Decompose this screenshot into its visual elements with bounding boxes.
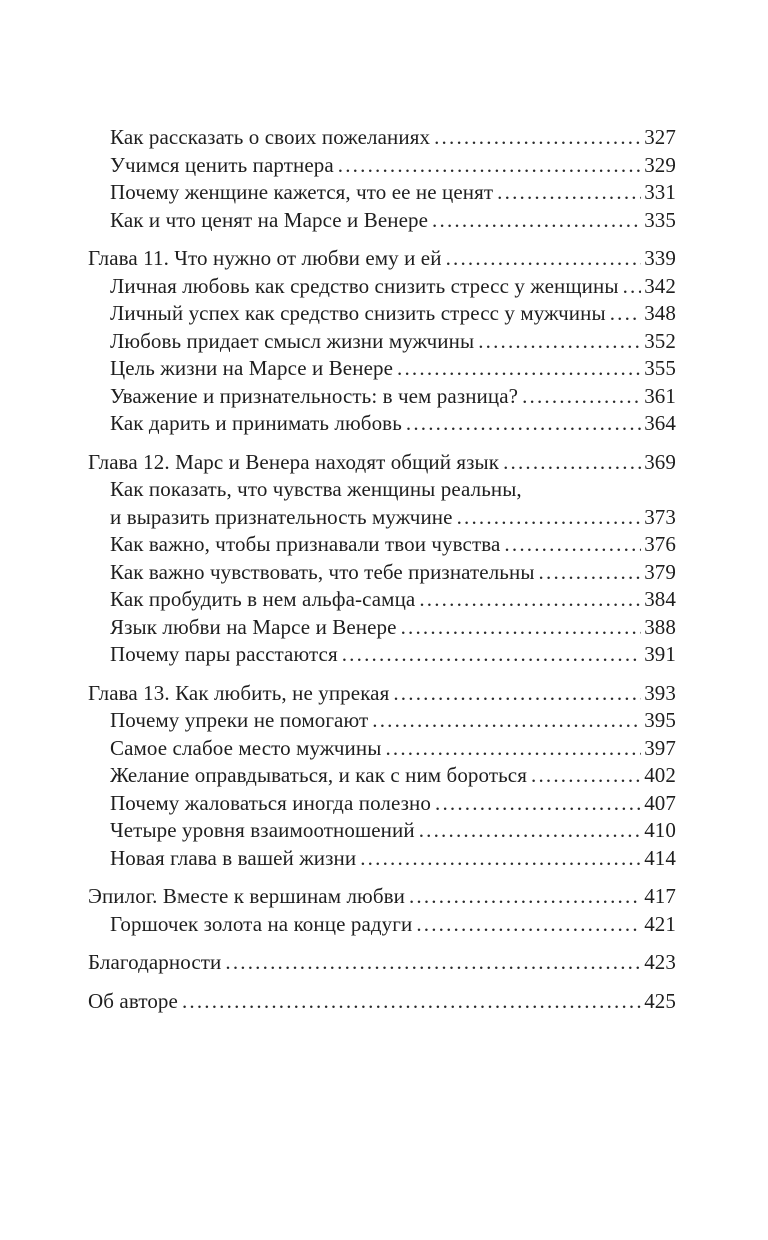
toc-entry-page: 407: [644, 790, 676, 815]
toc-entry-label: Четыре уровня взаимоотношений: [110, 818, 415, 842]
toc-entry-dots: [531, 762, 641, 783]
toc-entry-page: 379: [644, 559, 676, 584]
toc-entry-page: 384: [644, 587, 676, 611]
toc-entry-page: 352: [644, 328, 676, 353]
toc-entry-dots: [434, 124, 641, 145]
toc-entry-label: Как важно чувствовать, что тебе признательны: [110, 559, 535, 584]
toc-entry-label: и выразить признательность мужчине: [110, 504, 453, 529]
toc-entry: [88, 911, 676, 939]
toc-entry-dots: [182, 988, 641, 1009]
toc-entry: [88, 845, 676, 873]
toc-entry-dots: [406, 410, 641, 431]
toc-entry-dots: [419, 586, 641, 607]
toc-entry-dots: [360, 845, 641, 866]
toc-entry: [88, 504, 676, 532]
toc-entry-label: Об авторе: [88, 988, 178, 1013]
toc-entry-dots: [623, 273, 642, 294]
toc-entry-page: 376: [644, 532, 676, 556]
toc-entry-dots: [385, 735, 641, 756]
toc-entry-label: Глава 12. Марс и Венера находят общий язык: [88, 449, 500, 474]
toc-entry: [88, 300, 676, 328]
toc-entry-label: Любовь придает смысл жизни мужчины: [110, 328, 475, 353]
toc-entry: [88, 207, 676, 235]
toc-entry-dots: [446, 245, 642, 266]
toc-entry: [88, 883, 676, 911]
toc-entry-dots: [397, 355, 641, 376]
toc-entry-dots: [372, 707, 641, 728]
toc-entry: [88, 559, 676, 587]
toc-entry-label: Как показать, что чувства женщины реальны,: [110, 477, 522, 501]
toc-entry: [88, 586, 676, 614]
toc-entry-page: 397: [644, 735, 676, 760]
toc-entry-page: 369: [644, 449, 676, 474]
toc-entry-label: Личная любовь как средство снизить стресс у женщины: [110, 273, 619, 298]
toc-entry-dots: [504, 531, 641, 552]
toc-entry-dots: [409, 883, 641, 904]
toc-list: [88, 124, 676, 1015]
toc-entry-page: 421: [644, 911, 676, 936]
toc-entry-dots: [393, 680, 641, 701]
toc-entry-dots: [338, 152, 641, 173]
toc-entry-page: 393: [644, 680, 676, 705]
toc-entry: [88, 641, 676, 669]
toc-entry: [88, 790, 676, 818]
toc-entry: [88, 531, 676, 559]
toc-entry-dots: [610, 300, 642, 321]
toc-entry-page: 348: [644, 301, 676, 325]
toc-entry-dots: [539, 559, 642, 580]
toc-entry-page: 364: [644, 411, 676, 435]
toc-entry-page: 327: [644, 125, 676, 149]
toc-entry-page: 342: [644, 273, 676, 298]
toc-entry-dots: [416, 911, 641, 932]
toc-entry-page: 414: [644, 845, 676, 870]
toc-entry-dots: [522, 383, 641, 404]
toc-entry: [88, 614, 676, 642]
toc-entry-label: Цель жизни на Марсе и Венере: [110, 356, 394, 380]
toc-entry-page: 402: [644, 763, 676, 787]
toc-entry-label: Благодарности: [88, 950, 222, 974]
toc-entry-label: Самое слабое место мужчины: [110, 735, 382, 760]
toc-entry-page: 417: [644, 884, 676, 908]
toc-entry-page: 373: [644, 504, 676, 529]
toc-entry-page: 425: [644, 988, 676, 1013]
toc-entry-dots: [457, 504, 642, 525]
toc-entry-label: Глава 13. Как любить, не упрекая: [88, 680, 390, 705]
toc-entry-label: Эпилог. Вместе к вершинам любви: [88, 884, 405, 908]
toc-entry-page: 361: [644, 383, 676, 408]
toc-entry-page: 329: [644, 152, 676, 177]
toc-entry-dots: [401, 614, 642, 635]
toc-entry-dots: [432, 207, 641, 228]
toc-entry-page: 388: [644, 614, 676, 639]
toc-entry-label: Почему упреки не помогают: [110, 708, 369, 732]
toc-entry-label: Почему пары расстаются: [110, 642, 338, 666]
toc-entry: [88, 449, 676, 477]
toc-entry-page: 395: [644, 708, 676, 732]
toc-entry-label: Личный успех как средство снизить стресс у мужчины: [110, 301, 606, 325]
toc-entry-dots: [503, 449, 641, 470]
toc-entry: [88, 355, 676, 383]
toc-entry: [88, 179, 676, 207]
toc-entry-dots: [225, 949, 641, 970]
toc-entry-label: Желание оправдываться, и как с ним бороться: [110, 763, 527, 787]
toc-entry-dots: [497, 179, 641, 200]
toc-entry: [88, 817, 676, 845]
toc-entry-page: 331: [644, 180, 676, 204]
toc-entry: [88, 152, 676, 180]
toc-entry: [88, 383, 676, 411]
toc-entry: [88, 328, 676, 356]
toc-entry-dots: [342, 641, 641, 662]
toc-entry-dots: [435, 790, 641, 811]
toc-entry-page: 391: [644, 642, 676, 666]
toc-entry-label: Как важно, чтобы признавали твои чувства: [110, 532, 501, 556]
toc-entry-label: Почему жаловаться иногда полезно: [110, 790, 431, 815]
toc-entry-page: 423: [644, 950, 676, 974]
toc-entry-label: Язык любви на Марсе и Венере: [110, 614, 397, 639]
toc-entry: [88, 949, 676, 977]
toc-entry: [88, 476, 676, 504]
toc-entry-label: Как рассказать о своих пожеланиях: [110, 125, 431, 149]
toc-entry-label: Глава 11. Что нужно от любви ему и ей: [88, 246, 442, 270]
toc-entry: [88, 735, 676, 763]
toc-entry: [88, 273, 676, 301]
toc-entry-label: Как пробудить в нем альфа-самца: [110, 587, 416, 611]
toc-entry-page: 339: [644, 246, 676, 270]
toc-entry: [88, 245, 676, 273]
toc-entry-label: Уважение и признательность: в чем разница?: [110, 383, 519, 408]
toc-entry-label: Новая глава в вашей жизни: [110, 845, 357, 870]
toc-entry-label: Как и что ценят на Марсе и Венере: [110, 207, 429, 232]
toc-entry-dots: [419, 817, 641, 838]
toc-entry-page: 355: [644, 356, 676, 380]
toc-entry-label: Учимся ценить партнера: [110, 152, 334, 177]
toc-entry: [88, 762, 676, 790]
toc-entry-label: Почему женщине кажется, что ее не ценят: [110, 180, 494, 204]
toc-entry: [88, 124, 676, 152]
toc-entry: [88, 707, 676, 735]
toc-entry-page: 335: [644, 207, 676, 232]
toc-entry-label: Как дарить и принимать любовь: [110, 411, 402, 435]
toc-entry-dots: [478, 328, 641, 349]
toc-entry-page: 410: [644, 818, 676, 842]
toc-entry-label: Горшочек золота на конце радуги: [110, 911, 413, 936]
toc-entry: [88, 680, 676, 708]
toc-entry: [88, 410, 676, 438]
toc-entry: [88, 988, 676, 1016]
